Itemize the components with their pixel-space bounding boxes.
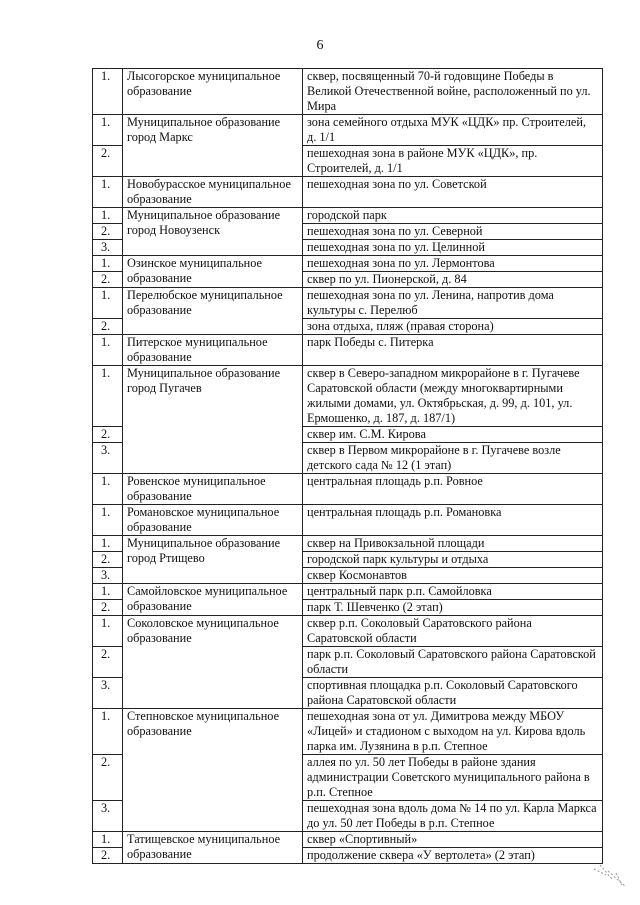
territory-description: сквер им. С.М. Кирова [303,427,603,443]
territory-description: городской парк [303,208,603,224]
table-row [93,616,603,647]
row-number: 2. [93,848,123,864]
row-number: 2. [93,272,123,288]
table-row [93,208,603,224]
row-number: 1. [93,366,123,427]
row-number: 1. [93,709,123,755]
territory-description: парк Победы с. Питерка [303,335,603,366]
municipality-name: Ровенское муниципальное образование [123,474,303,505]
territory-description: сквер в Первом микрорайоне в г. Пугачеве возле детского сада № 12 (1 этап) [303,443,603,474]
row-number: 1. [93,616,123,647]
row-number: 3. [93,568,123,584]
row-number: 1. [93,208,123,224]
municipality-name: Муниципальное образование город Маркс [123,115,303,177]
row-number: 2. [93,647,123,678]
table-row [93,115,603,146]
row-number: 3. [93,801,123,832]
territory-description: сквер, посвященный 70-й годовщине Победы в Великой Отечественной войне, расположенный по ул. Мира [303,69,603,115]
municipality-name: Самойловское муниципальное образование [123,584,303,616]
territory-description: пешеходная зона в районе МУК «ЦДК», пр. Строителей, д. 1/1 [303,146,603,177]
row-number: 1. [93,584,123,600]
row-number: 1. [93,536,123,552]
row-number: 1. [93,69,123,115]
territories-table [92,68,603,864]
table-row [93,709,603,755]
territory-description: пешеходная зона по ул. Лермонтова [303,256,603,272]
territories-table-body [93,69,603,864]
table-row [93,366,603,427]
row-number: 1. [93,505,123,536]
territory-description: парк р.п. Соколовый Саратовского района Саратовской области [303,647,603,678]
territory-description: аллея по ул. 50 лет Победы в районе здания администрации Советского муниципального района в р.п. Степное [303,755,603,801]
municipality-name: Муниципальное образование город Пугачев [123,366,303,474]
row-number: 3. [93,678,123,709]
territory-description: пешеходная зона вдоль дома № 14 по ул. Карла Маркса до ул. 50 лет Победы в р.п. Степное [303,801,603,832]
territory-description: сквер «Спортивный» [303,832,603,848]
territory-description: продолжение сквера «У вертолета» (2 этап) [303,848,603,864]
row-number: 2. [93,427,123,443]
row-number: 1. [93,115,123,146]
territory-description: пешеходная зона от ул. Димитрова между МБОУ «Лицей» и стадионом с выходом на ул. Кирова вдоль парка им. Лузянина в р.п. Степное [303,709,603,755]
table-row [93,288,603,319]
municipality-name: Лысогорское муниципальное образование [123,69,303,115]
signature-mark-icon [592,861,632,891]
table-row [93,536,603,552]
municipality-name: Озинское муниципальное образование [123,256,303,288]
row-number: 1. [93,288,123,319]
territory-description: зона отдыха, пляж (правая сторона) [303,319,603,335]
municipality-name: Перелюбское муниципальное образование [123,288,303,335]
table-row [93,474,603,505]
row-number: 2. [93,146,123,177]
municipality-name: Муниципальное образование город Новоузенск [123,208,303,256]
row-number: 2. [93,319,123,335]
municipality-name: Татищевское муниципальное образование [123,832,303,864]
territory-description: сквер по ул. Пионерской, д. 84 [303,272,603,288]
page-number: 6 [316,38,324,53]
territory-description: парк Т. Шевченко (2 этап) [303,600,603,616]
territory-description: сквер в Северо-западном микрорайоне в г. Пугачеве Саратовской области (между многоквартирными жилыми домами, ул. Октябрьская, д. 99, д. 101, ул. Ермошенко, д. 187, д. 187/1) [303,366,603,427]
table-row [93,177,603,208]
territory-description: пешеходная зона по ул. Ленина, напротив дома культуры с. Перелюб [303,288,603,319]
territory-description: зона семейного отдыха МУК «ЦДК» пр. Строителей, д. 1/1 [303,115,603,146]
municipality-name: Новобурасское муниципальное образование [123,177,303,208]
row-number: 2. [93,600,123,616]
territory-description: пешеходная зона по ул. Целинной [303,240,603,256]
territory-description: пешеходная зона по ул. Северной [303,224,603,240]
row-number: 1. [93,256,123,272]
row-number: 1. [93,832,123,848]
territory-description: сквер р.п. Соколовый Саратовского района Саратовской области [303,616,603,647]
territory-description: пешеходная зона по ул. Советской [303,177,603,208]
table-row [93,335,603,366]
table-row [93,832,603,848]
row-number: 1. [93,335,123,366]
municipality-name: Степновское муниципальное образование [123,709,303,832]
territory-description: городской парк культуры и отдыха [303,552,603,568]
territory-description: сквер Космонавтов [303,568,603,584]
territory-description: центральная площадь р.п. Романовка [303,505,603,536]
table-row [93,256,603,272]
row-number: 3. [93,240,123,256]
table-row [93,584,603,600]
territory-description: сквер на Привокзальной площади [303,536,603,552]
row-number: 3. [93,443,123,474]
municipality-name: Соколовское муниципальное образование [123,616,303,709]
territory-description: центральный парк р.п. Самойловка [303,584,603,600]
row-number: 2. [93,755,123,801]
territory-description: центральная площадь р.п. Ровное [303,474,603,505]
row-number: 2. [93,224,123,240]
row-number: 1. [93,474,123,505]
territory-description: спортивная площадка р.п. Соколовый Саратовского района Саратовской области [303,678,603,709]
table-row [93,505,603,536]
municipality-name: Питерское муниципальное образование [123,335,303,366]
row-number: 2. [93,552,123,568]
table-row [93,69,603,115]
row-number: 1. [93,177,123,208]
municipality-name: Муниципальное образование город Ртищево [123,536,303,584]
municipality-name: Романовское муниципальное образование [123,505,303,536]
